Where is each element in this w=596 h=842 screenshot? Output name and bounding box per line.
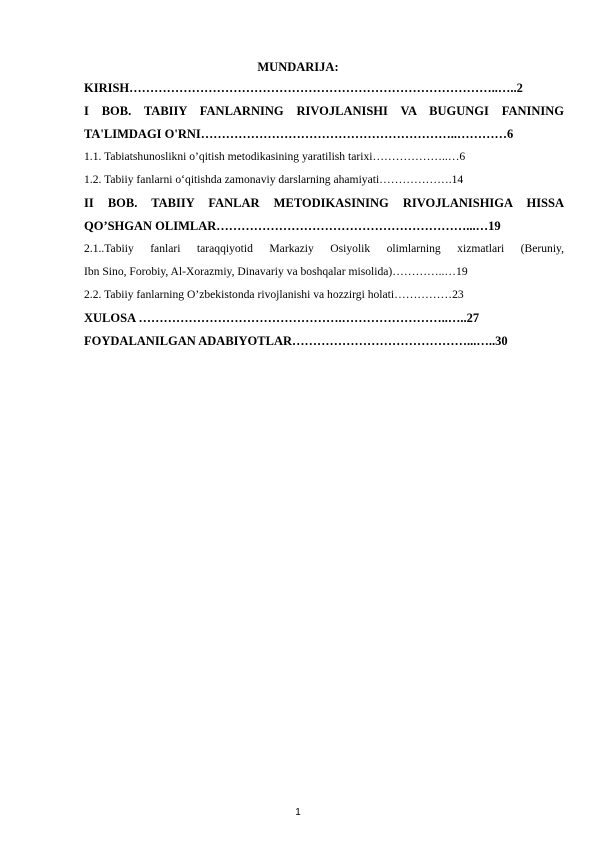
toc-entry-xulosa: XULOSA ………………………………………….……………………..…..27 <box>84 311 480 325</box>
toc-title: MUNDARIJA: <box>257 60 339 74</box>
toc-entry-chapter-2-line-1: II BOB. TABIIY FANLAR METODIKASINING RIVOJLANISHIGA HISSA <box>84 196 564 210</box>
toc-entry-section-1-2: 1.2. Tabiiy fanlarni o‘qitishda zamonaviy darslarning ahamiyati……………….14 <box>84 173 464 186</box>
page-number: 1 <box>295 807 301 818</box>
toc-entry-chapter-1-line-1: I BOB. TABIIY FANLARNING RIVOJLANISHI VA BUGUNGI FANINING <box>84 104 564 118</box>
toc-entry-chapter-1-line-2: TA'LIMDAGI O'RNI……………………………………………………..…………6 <box>84 127 514 141</box>
toc-entry-section-2-1-line-2: Ibn Sino, Forobiy, Al-Xorazmiy, Dinavariy va boshqalar misolida)…………..…19 <box>84 265 468 278</box>
toc-entry-chapter-2-line-2: QO’SHGAN OLIMLAR……………………………………………………...…19 <box>84 219 501 233</box>
toc-entry-section-1-1: 1.1. Tabiatshunoslikni o’qitish metodikasining yaratilish tarixi………………..…6 <box>84 150 466 163</box>
toc-entry-section-2-1-line-1: 2.1..Tabiiy fanlari taraqqiyotid Markaziy Osiyolik olimlarning xizmatlari (Beruniy, <box>84 242 564 255</box>
toc-entry-kirish: KIRISH……………………………………………………………………………..…..2 <box>84 81 523 95</box>
toc-entry-bibliography: FOYDALANILGAN ADABIYOTLAR……………………………………...…..30 <box>84 334 508 348</box>
table-of-contents <box>84 80 564 356</box>
toc-entry-section-2-2: 2.2. Tabiiy fanlarning O’zbekistonda rivojlanishi va hozzirgi holati……………23 <box>84 288 464 301</box>
